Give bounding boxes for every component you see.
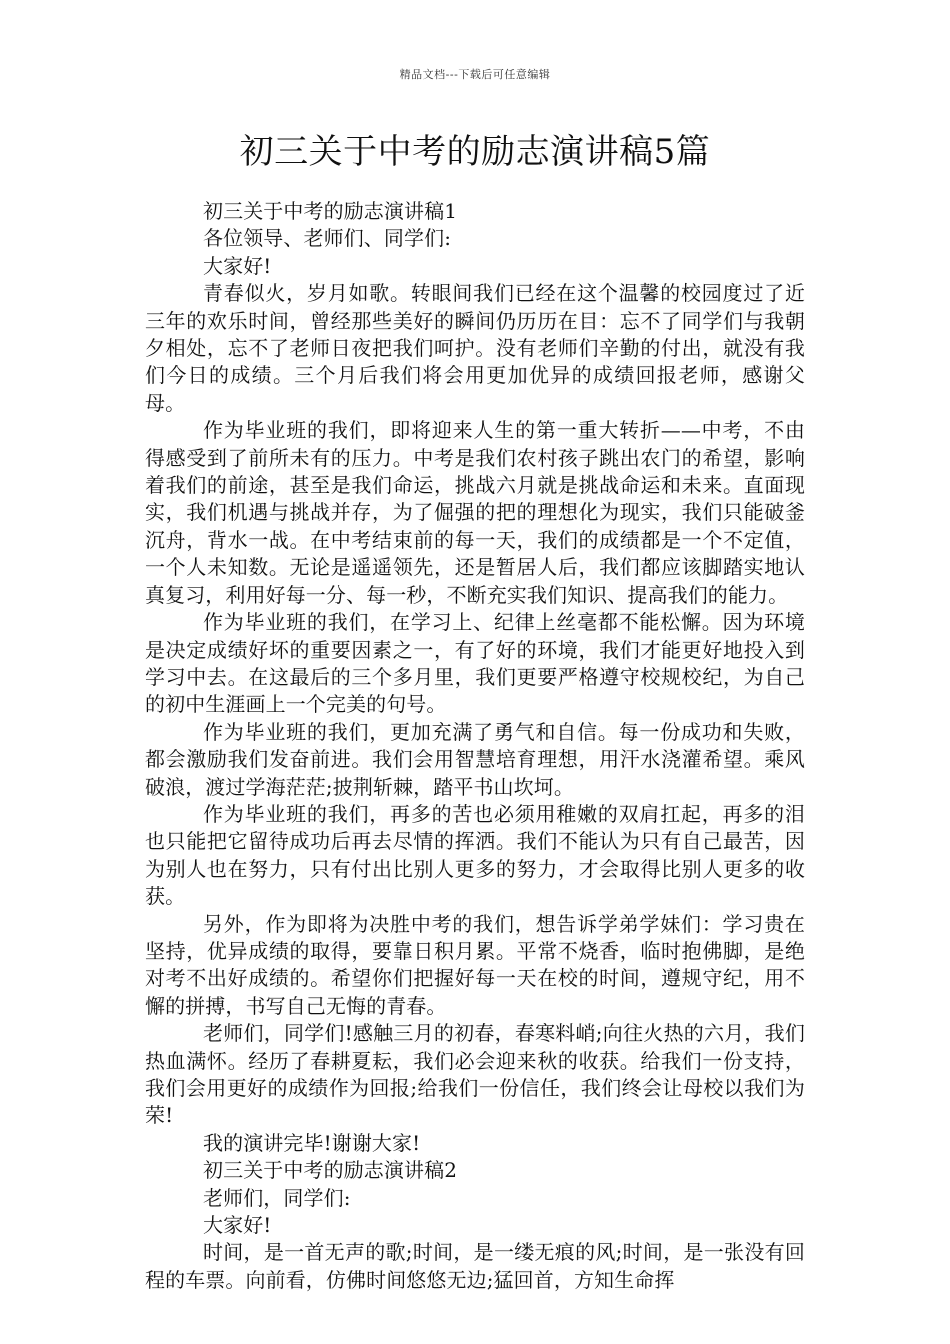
paragraph: 作为毕业班的我们，更加充满了勇气和自信。每一份成功和失败，都会激励我们发奋前进。我们会用智慧培育理想，用汗水浇灌希望。乘风破浪，渡过学海茫茫;披荆斩棘，踏平书山坎坷。	[145, 719, 805, 799]
paragraph: 作为毕业班的我们，即将迎来人生的第一重大转折——中考，不由得感受到了前所未有的压力。中考是我们农村孩子跳出农门的希望，影响着我们的前途，甚至是我们命运，挑战六月就是挑战命运和未来。直面现实，我们机遇与挑战并存，为了倔强的把的理想化为现实，我们只能破釜沉舟，背水一战。在中考结束前的每一天，我们的成绩都是一个不定值，一个人未知数。无论是遥遥领先，还是暂居人后，我们都应该脚踏实地认真复习，利用好每一分、每一秒，不断充实我们知识、提高我们的能力。	[145, 418, 805, 607]
document-title: 初三关于中考的励志演讲稿5篇	[239, 132, 711, 172]
greeting: 大家好!	[203, 1213, 272, 1238]
section-heading-2: 初三关于中考的励志演讲稿2	[203, 1158, 458, 1183]
paragraph: 老师们，同学们!感触三月的初春，春寒料峭;向往火热的六月，我们热血满怀。经历了春耕夏耘，我们必会迎来秋的收获。给我们一份支持，我们会用更好的成绩作为回报;给我们一份信任，我们终会让母校以我们为荣!	[145, 1021, 805, 1128]
salutation: 老师们，同学们:	[203, 1185, 351, 1210]
paragraph: 作为毕业班的我们，再多的苦也必须用稚嫩的双肩扛起，再多的泪也只能把它留待成功后再去尽情的挥洒。我们不能认为只有自己最苦，因为别人也在努力，只有付出比别人更多的努力，才会取得比别人更多的收获。	[145, 801, 805, 909]
header-note: 精品文档---下载后可任意编辑	[399, 68, 551, 81]
paragraph: 时间，是一首无声的歌;时间，是一缕无痕的风;时间，是一张没有回程的车票。向前看，仿佛时间悠悠无边;猛回首，方知生命挥	[145, 1240, 805, 1292]
closing-line: 我的演讲完毕!谢谢大家!	[203, 1130, 421, 1155]
paragraph: 另外，作为即将为决胜中考的我们，想告诉学弟学妹们：学习贵在坚持，优异成绩的取得，要靠日积月累。平常不烧香，临时抱佛脚，是绝对考不出好成绩的。希望你们把握好每一天在校的时间，遵规守纪，用不懈的拼搏，书写自己无悔的青春。	[145, 911, 805, 1018]
paragraph: 作为毕业班的我们，在学习上、纪律上丝毫都不能松懈。因为环境是决定成绩好坏的重要因素之一，有了好的环境，我们才能更好地投入到学习中去。在这最后的三个多月里，我们更要严格遵守校规校纪，为自己的初中生涯画上一个完美的句号。	[145, 610, 805, 717]
section-heading-1: 初三关于中考的励志演讲稿1	[203, 199, 458, 223]
greeting: 大家好!	[203, 253, 272, 278]
document-body	[145, 198, 805, 1294]
paragraph: 青春似火，岁月如歌。转眼间我们已经在这个温馨的校园度过了近三年的欢乐时间，曾经那些美好的瞬间仍历历在目：忘不了同学们与我朝夕相处，忘不了老师日夜把我们呵护。没有老师们辛勤的付出，就没有我们今日的成绩。三个月后我们将会用更加优异的成绩回报老师，感谢父母。	[145, 281, 805, 415]
salutation: 各位领导、老师们、同学们:	[203, 226, 452, 251]
